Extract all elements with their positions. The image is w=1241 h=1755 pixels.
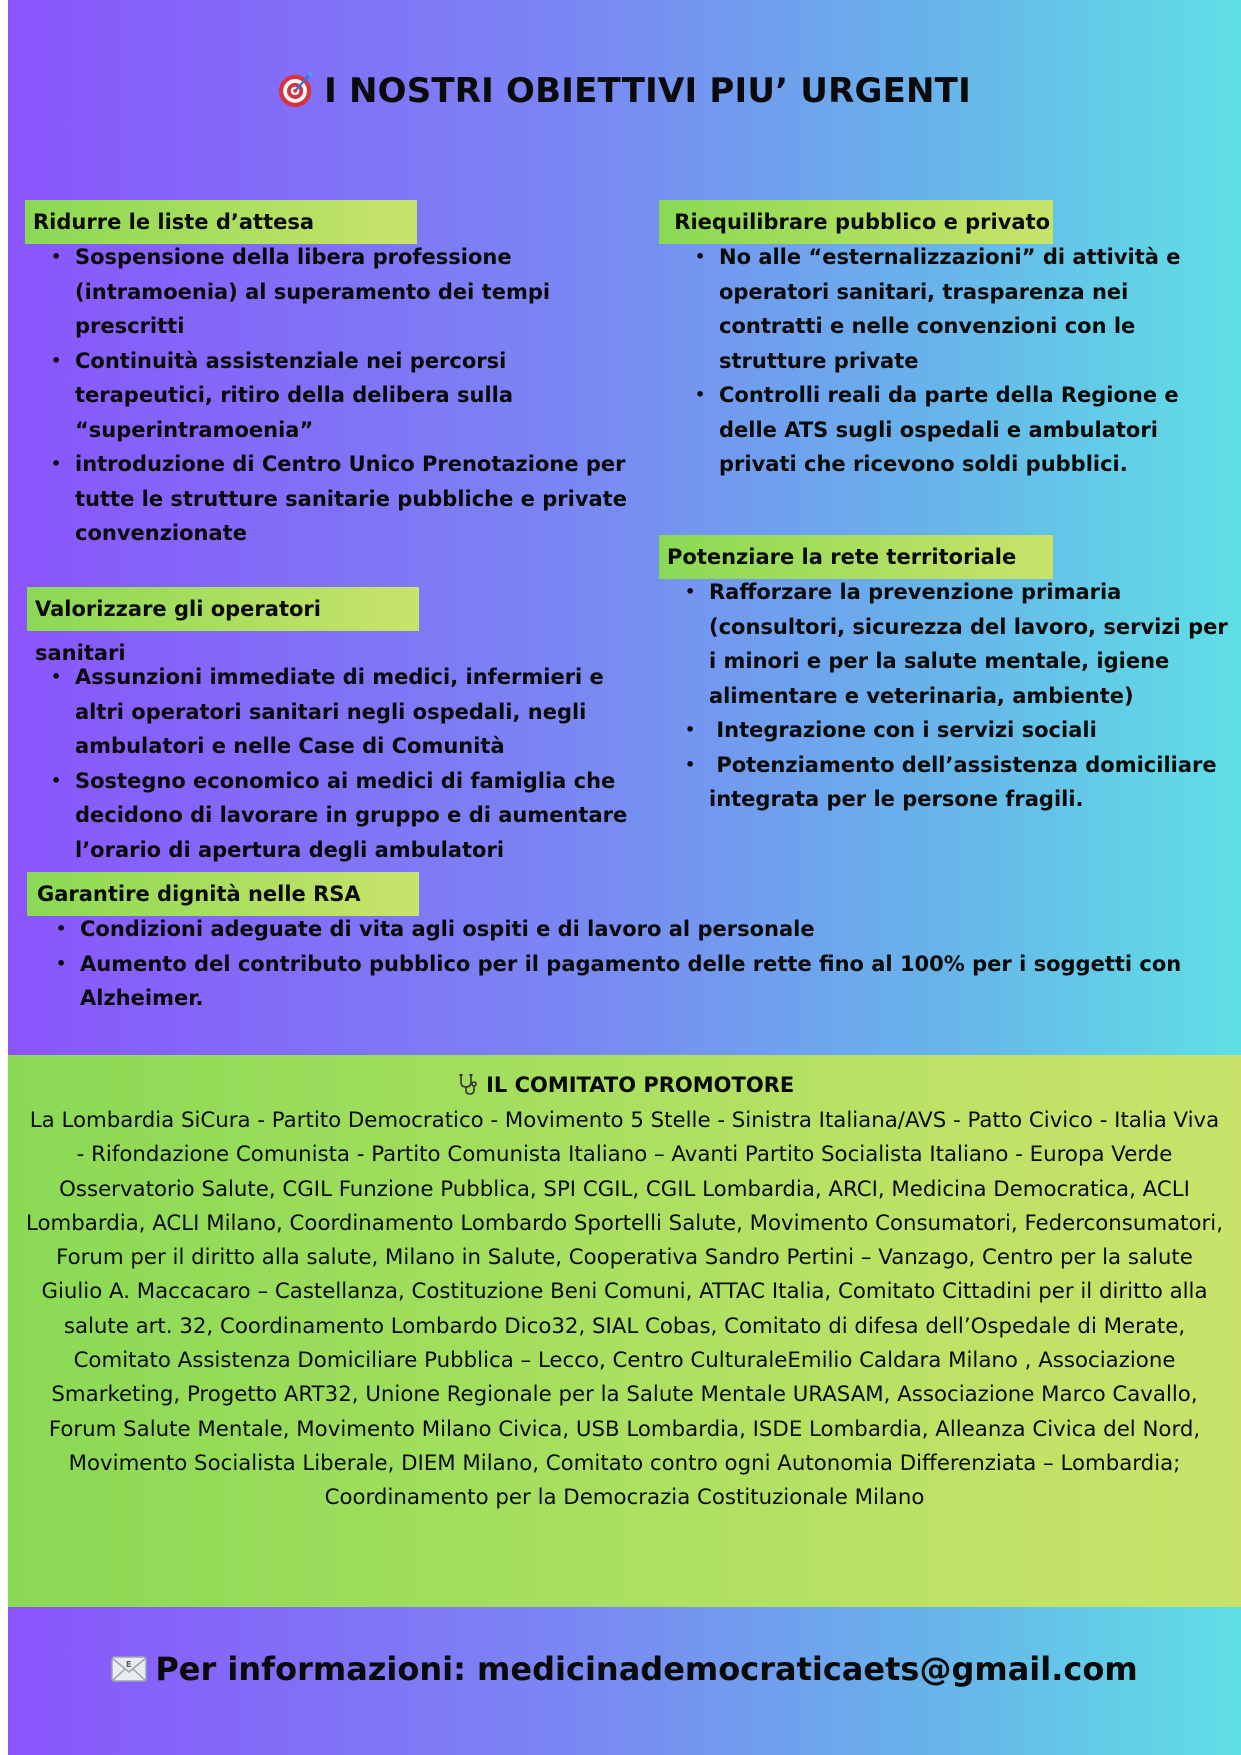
envelope-icon	[111, 1653, 147, 1681]
contact-email[interactable]: Per informazioni: medicinademocraticaets@gmail.com	[155, 1650, 1138, 1688]
section-operatori	[27, 587, 637, 867]
list-item: • Integrazione con i servizi sociali	[709, 713, 1229, 748]
bullet-list	[56, 912, 1210, 1016]
list-item: • Potenziamento dell’assistenza domiciliare integrata per le persone fragili.	[709, 748, 1229, 817]
bullet-list	[51, 240, 635, 551]
bullet-icon: •	[51, 247, 62, 266]
list-item: • Condizioni adeguate di vita agli ospiti e di lavoro al personale	[80, 912, 1210, 947]
bullet-icon: •	[51, 454, 62, 473]
target-icon	[278, 70, 316, 108]
stethoscope-icon	[455, 1073, 486, 1097]
bullet-icon: •	[51, 770, 62, 790]
bullet-icon: •	[685, 754, 696, 774]
bullet-list	[695, 240, 1189, 482]
bullet-icon: •	[695, 247, 706, 266]
section-heading: Valorizzare gli operatori sanitari	[27, 587, 419, 631]
section-heading: Potenziare la rete territoriale	[659, 535, 1053, 579]
page-title	[8, 70, 1241, 111]
list-item: • Assunzioni immediate di medici, infermieri e altri operatori sanitari negli ospedali, negli ambulatori e nelle Case di Comunità	[75, 660, 645, 764]
bullet-icon: •	[685, 582, 696, 601]
bullet-icon: •	[56, 953, 67, 973]
bullet-list	[51, 660, 645, 867]
committee-parties: La Lombardia SiCura - Partito Democratico - Movimento 5 Stelle - Sinistra Italiana/AVS - Patto Civico - Italia Viva - Rifondazione Comunista - Partito Comunista Italiano – Avanti Partito Socialista Italiano - Europa Verde	[29, 1108, 1220, 1168]
bullet-icon: •	[685, 720, 696, 739]
committee-members	[26, 1104, 1223, 1516]
list-item: • Continuità assistenziale nei percorsi terapeutici, ritiro della delibera sulla “superintramoenia”	[75, 344, 635, 448]
list-item: • Sospensione della libera professione (intramoenia) al superamento dei tempi prescritti	[75, 240, 635, 344]
list-item: • Aumento del contributo pubblico per il pagamento delle rette fino al 100% per i soggetti con Alzheimer.	[80, 947, 1210, 1016]
committee-associations: Osservatorio Salute, CGIL Funzione Pubblica, SPI CGIL, CGIL Lombardia, ARCI, Medicina Democratica, ACLI Lombardia, ACLI Milano, Coordinamento Lombardo Sportelli Salute, Movimento Consumatori, Federconsumatori, Forum per il diritto alla salute, Milano in Salute, Cooperativa Sandro Pertini – Vanzago, Centro per la salute Giulio A. Maccacaro – Castellanza, Costituzione Beni Comuni, ATTAC Italia, Comitato Cittadini per il diritto alla salute art. 32, Coordinamento Lombardo Dico32, SIAL Cobas, Comitato di difesa dell’Ospedale di Merate, Comitato Assistenza Domiciliare Pubblica – Lecco, Centro CulturaleEmilio Caldara Milano , Associazione Smarketing, Progetto ART32, Unione Regionale per la Salute Mentale URASAM, Associazione Marco Cavallo, Forum Salute Mentale, Movimento Milano Civica, USB Lombardia, ISDE Lombardia, Alleanza Civica del Nord, Movimento Socialista Liberale, DIEM Milano, Comitato contro ogni Autonomia Differenziata – Lombardia; Coordinamento per la Democrazia Costituzionale Milano	[26, 1176, 1223, 1511]
bullet-icon: •	[695, 385, 706, 404]
contact-line	[8, 1650, 1241, 1688]
section-liste-attesa	[25, 200, 635, 551]
svg-text:E: E	[126, 1660, 132, 1669]
bullet-icon: •	[51, 350, 62, 370]
list-item: • Sostegno economico ai medici di famiglia che decidono di lavorare in gruppo e di aumentare l’orario di apertura degli ambulatori	[75, 764, 645, 868]
list-item: • Controlli reali da parte della Regione e delle ATS sugli ospedali e ambulatori privati che ricevono soldi pubblici.	[719, 378, 1189, 482]
section-heading: Ridurre le liste d’attesa	[25, 200, 417, 244]
section-heading: Riequilibrare pubblico e privato	[659, 200, 1053, 244]
bullet-icon: •	[51, 667, 62, 686]
section-pubblico-privato	[659, 200, 1229, 482]
committee-title-text: IL COMITATO PROMOTORE	[486, 1073, 795, 1097]
page-title-text: I NOSTRI OBIETTIVI PIU’ URGENTI	[324, 71, 971, 111]
list-item: • Rafforzare la prevenzione primaria (consultori, sicurezza del lavoro, servizi per i minori e per la salute mentale, igiene alimentare e veterinaria, ambiente)	[709, 575, 1229, 713]
section-rete-territoriale	[659, 535, 1234, 817]
list-item: • introduzione di Centro Unico Prenotazione per tutte le strutture sanitarie pubbliche e private convenzionate	[75, 447, 635, 551]
bullet-list	[685, 575, 1229, 817]
committee-title	[8, 1068, 1241, 1102]
section-heading: Garantire dignità nelle RSA	[27, 872, 419, 916]
bullet-icon: •	[56, 919, 67, 938]
list-item: • No alle “esternalizzazioni” di attività e operatori sanitari, trasparenza nei contratti e nelle convenzioni con le strutture private	[719, 240, 1189, 378]
section-rsa	[27, 872, 1227, 1016]
flyer-page	[8, 0, 1241, 1755]
